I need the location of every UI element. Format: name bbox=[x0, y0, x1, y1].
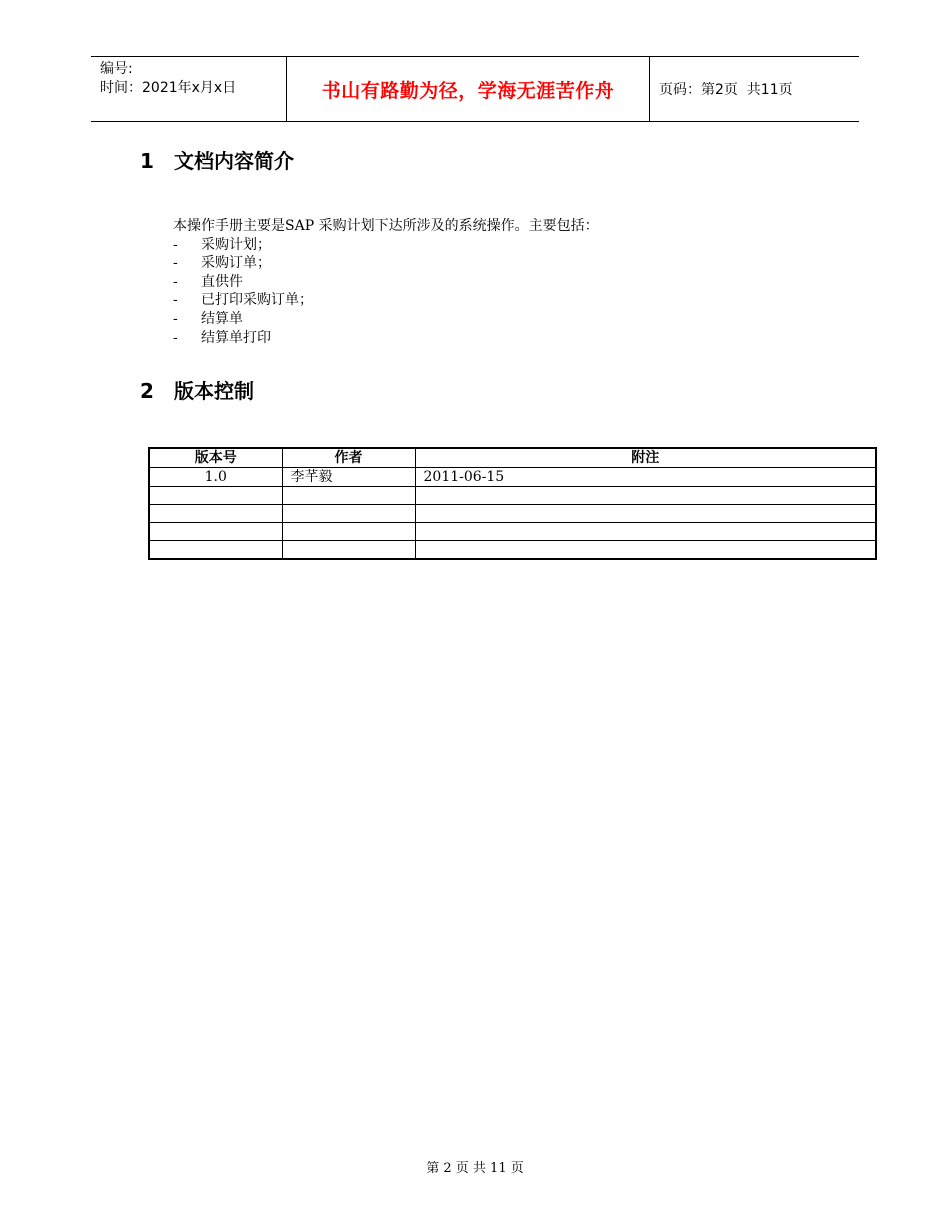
section-title: 文档内容简介 bbox=[174, 149, 294, 173]
bullet-dash: - bbox=[173, 292, 178, 309]
cell-notes: 2011-06-15 bbox=[415, 468, 876, 487]
table-row bbox=[149, 468, 876, 487]
cell-version bbox=[149, 541, 282, 559]
cell-author: 李芊毅 bbox=[282, 468, 415, 487]
version-table bbox=[148, 447, 877, 560]
section-number: 1 bbox=[140, 149, 154, 173]
cell-author bbox=[282, 541, 415, 559]
intro-block bbox=[173, 217, 599, 347]
intro-text: 本操作手册主要是SAP 采购计划下达所涉及的系统操作。主要包括： bbox=[173, 218, 599, 234]
list-item bbox=[173, 329, 599, 348]
bullet-dash: - bbox=[173, 236, 178, 253]
column-header-notes: 附注 bbox=[415, 448, 876, 468]
cell-version bbox=[149, 487, 282, 505]
cell-author bbox=[282, 505, 415, 523]
table-header-row bbox=[149, 448, 876, 468]
cell-version bbox=[149, 505, 282, 523]
header-time: 时间：2021年x月x日 bbox=[100, 80, 237, 96]
bullet-dash: - bbox=[173, 255, 178, 272]
section-number: 2 bbox=[140, 379, 154, 403]
bullet-dash: - bbox=[173, 329, 178, 346]
header-number: 编号: bbox=[100, 61, 133, 77]
header-page bbox=[650, 57, 859, 121]
section-title: 版本控制 bbox=[174, 379, 254, 403]
table-row bbox=[149, 523, 876, 541]
section-heading-1 bbox=[140, 145, 294, 174]
list-item-text: 结算单打印 bbox=[201, 329, 271, 346]
cell-notes bbox=[415, 523, 876, 541]
cell-version: 1.0 bbox=[149, 468, 282, 487]
cell-notes bbox=[415, 505, 876, 523]
cell-notes bbox=[415, 487, 876, 505]
cell-notes bbox=[415, 541, 876, 559]
list-item-text: 直供件 bbox=[201, 273, 243, 290]
column-header-version: 版本号 bbox=[149, 448, 282, 468]
header-motto: 书山有路勤为径，学海无涯苦作舟 bbox=[287, 57, 650, 121]
column-header-author: 作者 bbox=[282, 448, 415, 468]
table-row bbox=[149, 505, 876, 523]
cell-version bbox=[149, 523, 282, 541]
list-item bbox=[173, 273, 599, 292]
list-item-text: 结算单 bbox=[201, 310, 243, 327]
page-header bbox=[91, 56, 859, 122]
list-item-text: 采购计划； bbox=[201, 236, 271, 253]
bullet-dash: - bbox=[173, 310, 178, 327]
header-meta bbox=[91, 57, 287, 121]
header-page-label: 页码：第2页 共11页 bbox=[659, 82, 793, 98]
list-item bbox=[173, 310, 599, 329]
table-row bbox=[149, 541, 876, 559]
bullet-dash: - bbox=[173, 273, 178, 290]
table-row bbox=[149, 487, 876, 505]
bullet-list bbox=[173, 236, 599, 348]
page-footer: 第 2 页 共 11 页 bbox=[426, 1161, 524, 1176]
list-item bbox=[173, 236, 599, 255]
cell-author bbox=[282, 523, 415, 541]
cell-author bbox=[282, 487, 415, 505]
list-item bbox=[173, 291, 599, 310]
table-body bbox=[149, 468, 876, 559]
list-item bbox=[173, 254, 599, 273]
list-item-text: 已打印采购订单； bbox=[201, 292, 313, 309]
section-heading-2 bbox=[140, 375, 254, 404]
list-item-text: 采购订单； bbox=[201, 255, 271, 272]
